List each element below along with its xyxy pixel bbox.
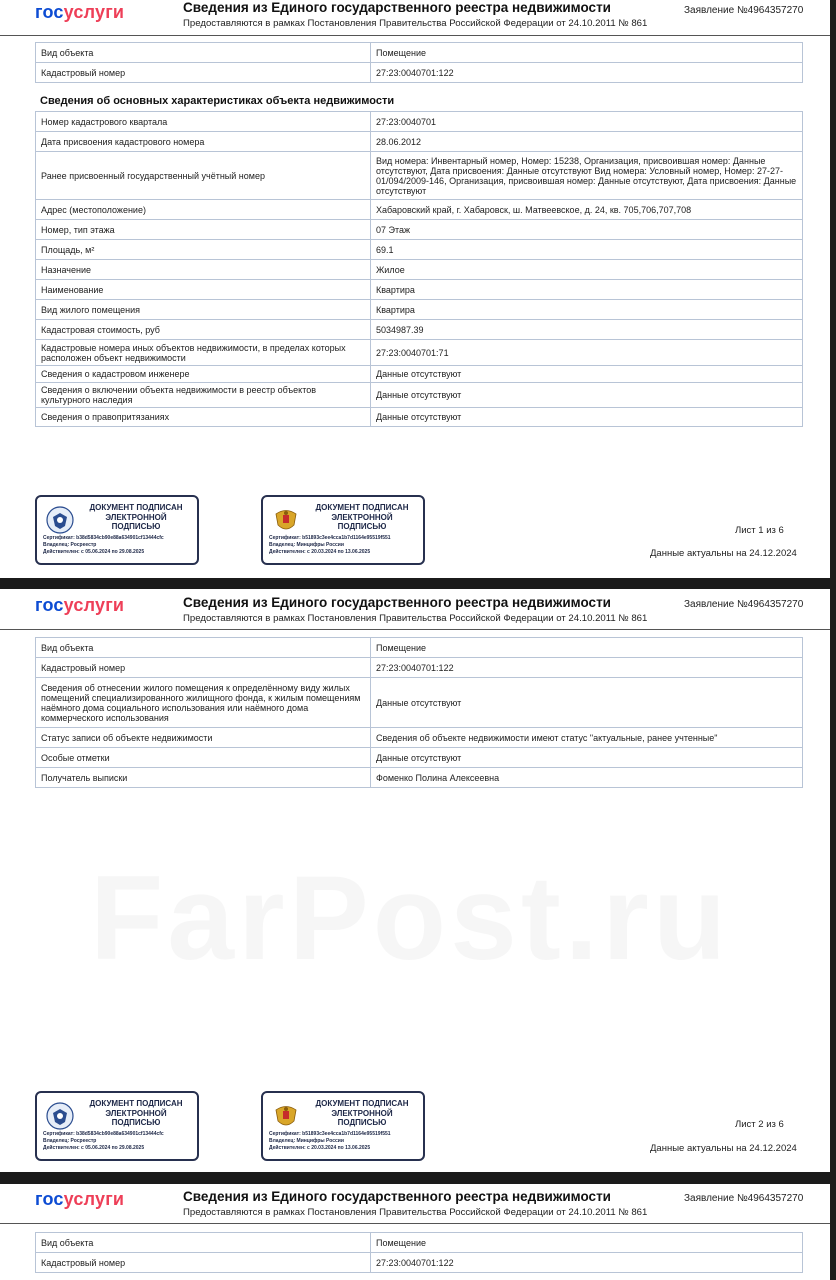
- row-label: Получатель выписки: [36, 768, 371, 788]
- row-value: Данные отсутствуют: [371, 748, 803, 768]
- signature-stamp-mincifry: [261, 1091, 425, 1161]
- row-value: Помещение: [371, 43, 803, 63]
- document-page-1: [0, 0, 830, 578]
- stamp-text: ДОКУМЕНТ ПОДПИСАН ЭЛЕКТРОННОЙ ПОДПИСЬЮ: [89, 1099, 183, 1127]
- row-label: Вид жилого помещения: [36, 300, 371, 320]
- row-label: Номер, тип этажа: [36, 220, 371, 240]
- row-value: Фоменко Полина Алексеевна: [371, 768, 803, 788]
- document-subtitle: Предоставляются в рамках Постановления Правительства Российской Федерации от 24.10.2011 № 861: [183, 18, 648, 29]
- coat-of-arms-icon: [271, 1101, 301, 1131]
- row-value: Квартира: [371, 300, 803, 320]
- page-header: [0, 589, 830, 629]
- row-label: Кадастровая стоимость, руб: [36, 320, 371, 340]
- gosuslugi-logo: госуслуги: [35, 2, 125, 22]
- table-row: [36, 658, 803, 678]
- rosreestr-emblem-icon: [45, 505, 75, 535]
- table-row: [36, 112, 803, 132]
- table-row: [36, 320, 803, 340]
- row-value: Квартира: [371, 280, 803, 300]
- document-title: Сведения из Единого государственного реестра недвижимости: [183, 1189, 611, 1204]
- rosreestr-emblem-icon: [45, 1101, 75, 1131]
- row-value: Хабаровский край, г. Хабаровск, ш. Матвеевское, д. 24, кв. 705,706,707,708: [371, 200, 803, 220]
- row-label: Номер кадастрового квартала: [36, 112, 371, 132]
- document-title: Сведения из Единого государственного реестра недвижимости: [183, 595, 611, 610]
- application-number: Заявление №4964357270: [684, 5, 804, 16]
- row-label: Адрес (местоположение): [36, 200, 371, 220]
- farpost-watermark: [90, 849, 730, 987]
- stamp-text: ДОКУМЕНТ ПОДПИСАН ЭЛЕКТРОННОЙ ПОДПИСЬЮ: [315, 1099, 409, 1127]
- stamp-certificate-info: Сертификат: b51893c3ee4cca1b7d1164e95519f551 Владелец: Минцифры России Действителен: с 20.03.2024 по 13.06.2025: [269, 535, 391, 555]
- row-value: 5034987.39: [371, 320, 803, 340]
- row-value: Вид номера: Инвентарный номер, Номер: 15238, Организация, присвоившая номер: Данные отсутствуют, Дата присвоения: Данные отсутствуют Вид номера: Условный номер, Номер: 27-27-01/094/2009-146, Организация, присвоившая номер: Данные отсутствуют, Дата присвоения: Данные отсутствуют: [371, 152, 803, 200]
- table-row: [36, 1253, 803, 1273]
- object-table: [35, 42, 803, 83]
- table-row: [36, 340, 803, 366]
- table-row: [36, 748, 803, 768]
- document-title: Сведения из Единого государственного реестра недвижимости: [183, 0, 611, 15]
- table-row: [36, 220, 803, 240]
- gosuslugi-logo: госуслуги: [35, 595, 125, 615]
- row-label: Назначение: [36, 260, 371, 280]
- row-value: 27:23:0040701:122: [371, 63, 803, 83]
- table-row: [36, 300, 803, 320]
- stamp-certificate-info: Сертификат: b38d5834cb90e88a634901cf13444cfc Владелец: Росреестр Действителен: с 05.06.2024 по 29.08.2025: [43, 1131, 164, 1151]
- row-label: Кадастровые номера иных объектов недвижимости, в пределах которых расположен объект недвижимости: [36, 340, 371, 366]
- table-row: [36, 728, 803, 748]
- stamp-text: ДОКУМЕНТ ПОДПИСАН ЭЛЕКТРОННОЙ ПОДПИСЬЮ: [315, 503, 409, 531]
- row-value: Данные отсутствуют: [371, 408, 803, 427]
- document-page-2: [0, 589, 830, 1172]
- table-row: [36, 63, 803, 83]
- signature-stamp-mincifry: [261, 495, 425, 565]
- section-title: Сведения об основных характеристиках объекта недвижимости: [40, 95, 395, 107]
- row-value: Данные отсутствуют: [371, 678, 803, 728]
- row-label: Сведения о правопритязаниях: [36, 408, 371, 427]
- characteristics-table: [35, 111, 803, 427]
- header-divider: [0, 1223, 830, 1224]
- row-label: Сведения о кадастровом инженере: [36, 366, 371, 383]
- data-actual-date: Данные актуальны на 24.12.2024: [650, 1143, 797, 1154]
- table-row: [36, 768, 803, 788]
- table-row: [36, 200, 803, 220]
- table-row: [36, 280, 803, 300]
- stamp-text: ДОКУМЕНТ ПОДПИСАН ЭЛЕКТРОННОЙ ПОДПИСЬЮ: [89, 503, 183, 531]
- document-page-3: [0, 1184, 830, 1280]
- sheet-number: Лист 2 из 6: [735, 1119, 784, 1130]
- table-row: [36, 638, 803, 658]
- table-row: [36, 1233, 803, 1253]
- row-label: Кадастровый номер: [36, 63, 371, 83]
- row-label: Кадастровый номер: [36, 658, 371, 678]
- table-row: [36, 240, 803, 260]
- row-value: Данные отсутствуют: [371, 366, 803, 383]
- document-subtitle: Предоставляются в рамках Постановления Правительства Российской Федерации от 24.10.2011 № 861: [183, 1207, 648, 1218]
- row-value: Данные отсутствуют: [371, 383, 803, 408]
- row-value: 27:23:0040701:71: [371, 340, 803, 366]
- object-table: [35, 637, 803, 788]
- row-label: Вид объекта: [36, 43, 371, 63]
- row-value: Помещение: [371, 638, 803, 658]
- stamp-certificate-info: Сертификат: b38d5834cb90e88a634901cf13444cfc Владелец: Росреестр Действителен: с 05.06.2024 по 29.08.2025: [43, 535, 164, 555]
- object-table: [35, 1232, 803, 1273]
- header-divider: [0, 35, 830, 36]
- gosuslugi-logo: госуслуги: [35, 1189, 125, 1209]
- row-value: 07 Этаж: [371, 220, 803, 240]
- signature-stamp-rosreestr: [35, 495, 199, 565]
- row-label: Наименование: [36, 280, 371, 300]
- row-value: 27:23:0040701:122: [371, 1253, 803, 1273]
- row-label: Площадь, м²: [36, 240, 371, 260]
- row-value: 27:23:0040701: [371, 112, 803, 132]
- application-number: Заявление №4964357270: [684, 599, 804, 610]
- row-value: 69.1: [371, 240, 803, 260]
- row-label: Ранее присвоенный государственный учётный номер: [36, 152, 371, 200]
- data-actual-date: Данные актуальны на 24.12.2024: [650, 548, 797, 559]
- table-row: [36, 383, 803, 408]
- table-row: [36, 678, 803, 728]
- row-label: Кадастровый номер: [36, 1253, 371, 1273]
- row-label: Дата присвоения кадастрового номера: [36, 132, 371, 152]
- table-row: [36, 43, 803, 63]
- row-label: Сведения о включении объекта недвижимости в реестр объектов культурного наследия: [36, 383, 371, 408]
- row-value: Сведения об объекте недвижимости имеют статус "актуальные, ранее учтенные": [371, 728, 803, 748]
- row-label: Вид объекта: [36, 638, 371, 658]
- table-row: [36, 366, 803, 383]
- row-label: Сведения об отнесении жилого помещения к определённому виду жилых помещений специализированного жилищного фонда, к жилым помещениям наёмного дома социального использования или наёмного дома коммерческого использования: [36, 678, 371, 728]
- row-label: Вид объекта: [36, 1233, 371, 1253]
- table-row: [36, 408, 803, 427]
- row-label: Особые отметки: [36, 748, 371, 768]
- page-header: [0, 1184, 830, 1224]
- table-row: [36, 132, 803, 152]
- row-value: Помещение: [371, 1233, 803, 1253]
- sheet-number: Лист 1 из 6: [735, 525, 784, 536]
- coat-of-arms-icon: [271, 505, 301, 535]
- row-label: Статус записи об объекте недвижимости: [36, 728, 371, 748]
- row-value: 27:23:0040701:122: [371, 658, 803, 678]
- row-value: 28.06.2012: [371, 132, 803, 152]
- header-divider: [0, 629, 830, 630]
- stamp-certificate-info: Сертификат: b51893c3ee4cca1b7d1164e95519f551 Владелец: Минцифры России Действителен: с 20.03.2024 по 13.06.2025: [269, 1131, 391, 1151]
- table-row: [36, 260, 803, 280]
- application-number: Заявление №4964357270: [684, 1193, 804, 1204]
- row-value: Жилое: [371, 260, 803, 280]
- page-header: [0, 0, 830, 40]
- document-subtitle: Предоставляются в рамках Постановления Правительства Российской Федерации от 24.10.2011 № 861: [183, 613, 648, 624]
- table-row: [36, 152, 803, 200]
- signature-stamp-rosreestr: [35, 1091, 199, 1161]
